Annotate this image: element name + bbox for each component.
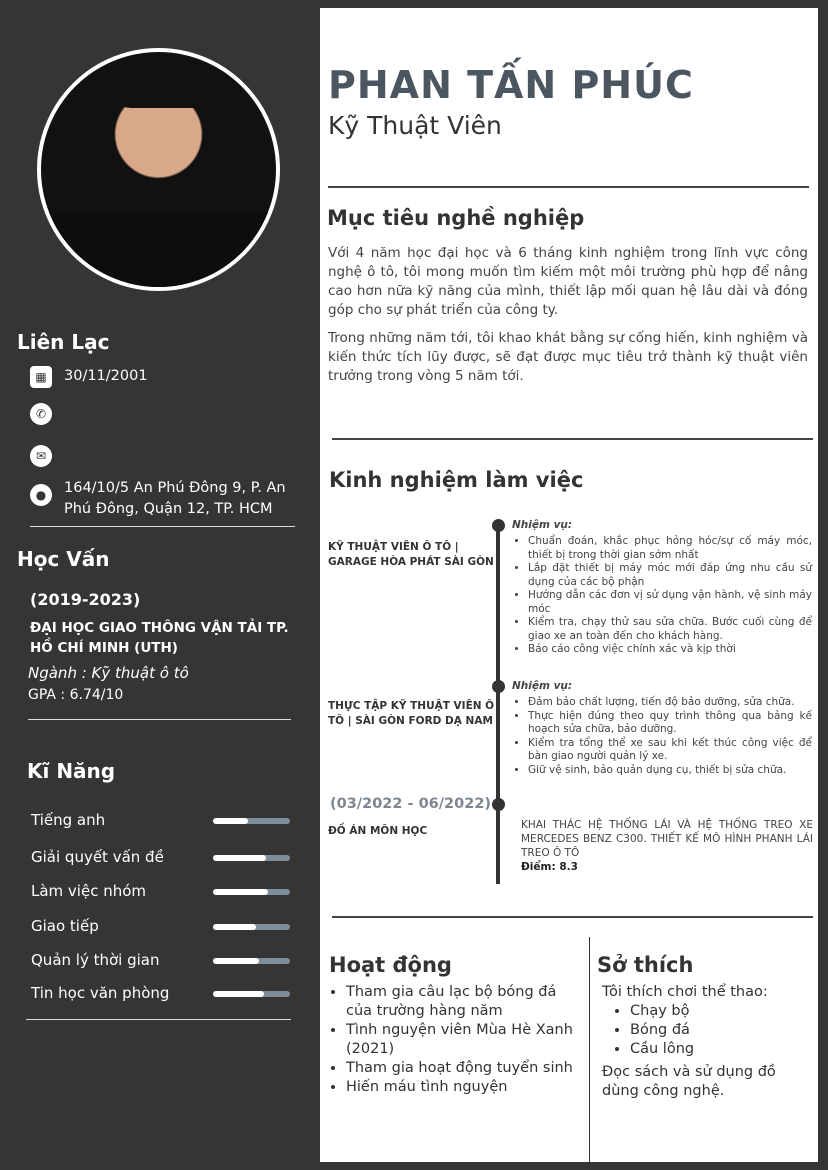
divider xyxy=(328,186,809,188)
project-title: ĐỒ ÁN MÔN HỌC xyxy=(328,825,428,837)
hobby-item: • Chạy bộ xyxy=(630,1002,812,1021)
skill-level-bar xyxy=(213,855,290,861)
sidebar xyxy=(0,0,320,1170)
task-item: • Kiểm tra tổng thể xe sau khi kết thúc công việc để bàn giao người quản lý xe. xyxy=(528,737,812,764)
activities-list xyxy=(328,983,583,1097)
column-divider xyxy=(589,937,590,1162)
tasks-label: Nhiệm vụ: xyxy=(512,519,573,531)
divider xyxy=(30,526,295,527)
skill-label: Giải quyết vấn đề xyxy=(31,848,164,866)
task-item: • Kiểm tra, chạy thử sau sửa chữa. Bước cuối cùng để giao xe an toàn đến cho khách hàng. xyxy=(528,616,812,643)
objective-paragraph-1: Với 4 năm học đại học và 6 tháng kinh nghiệm trong lĩnh vực công nghệ ô tô, tôi mong muốn tìm kiếm một môi trường phù hợp để nâng cao hơn nữa kỹ năng của mình, thiết lập mối quan hệ lâu dài và đóng góp cho sự phát triển của công ty. xyxy=(328,245,808,318)
skill-item xyxy=(31,984,291,1002)
skill-item xyxy=(31,951,291,969)
project-date: (03/2022 - 06/2022) xyxy=(330,796,492,812)
skill-level-bar xyxy=(213,991,290,997)
skill-item xyxy=(31,882,291,900)
hobby-item: • Bóng đá xyxy=(630,1021,812,1040)
job-tasks xyxy=(512,519,812,657)
skill-level-fill xyxy=(213,889,268,895)
main-content xyxy=(320,8,818,1162)
education-heading: Học Vấn xyxy=(17,547,110,571)
education-years: (2019-2023) xyxy=(30,590,141,609)
calendar-icon: ▦ xyxy=(30,366,52,388)
skill-label: Quản lý thời gian xyxy=(31,951,160,969)
activity-item: • Tham gia hoạt động tuyển sinh xyxy=(346,1059,583,1078)
skill-level-fill xyxy=(213,991,264,997)
profile-photo xyxy=(37,48,280,291)
address-text: 164/10/5 An Phú Đông 9, P. An Phú Đông, Quận 12, TP. HCM xyxy=(64,480,286,517)
skills-heading: Kĩ Năng xyxy=(27,759,116,783)
hobbies-list xyxy=(602,1002,812,1059)
skill-item xyxy=(31,917,291,935)
project-description xyxy=(521,818,813,874)
task-item: • Lắp đặt thiết bị máy móc mới đáp ứng nhu cầu sử dụng của các bộ phận xyxy=(528,562,812,589)
project-score: Điểm: 8.3 xyxy=(521,861,578,873)
task-item: • Thực hiện đúng theo quy trình thông qua bảng kế hoạch sửa chữa, bảo dưỡng. xyxy=(528,710,812,737)
divider xyxy=(28,719,291,720)
skill-label: Tin học văn phòng xyxy=(31,984,170,1002)
skill-level-fill xyxy=(213,855,266,861)
divider xyxy=(26,1019,291,1020)
education-major: Ngành : Kỹ thuật ô tô xyxy=(28,664,189,682)
skill-level-bar xyxy=(213,958,290,964)
task-item: • Chuẩn đoán, khắc phục hỏng hóc/sự cố máy móc, thiết bị trong thời gian sớm nhất xyxy=(528,535,812,562)
hobby-item: • Cầu lông xyxy=(630,1040,812,1059)
activity-item: • Hiến máu tình nguyện xyxy=(346,1078,583,1097)
objective-paragraph-2: Trong những năm tới, tôi khao khát bằng sự cống hiến, kinh nghiệm và kiến thức tích lũy được, sẽ đạt được mục tiêu trở thành kỹ thuật viên trưởng trong vòng 5 năm tới. xyxy=(328,330,808,384)
activities-heading: Hoạt động xyxy=(329,953,452,977)
skill-label: Tiếng anh xyxy=(31,811,106,829)
experience-heading: Kinh nghiệm làm việc xyxy=(329,468,584,492)
job-title: THỰC TẬP KỸ THUẬT VIÊN Ô TÔ | SÀI GÒN FORD DẠ NAM xyxy=(328,700,495,727)
task-item: • Đảm bảo chất lượng, tiến độ bảo dưỡng, sửa chữa. xyxy=(528,696,812,710)
hobbies-heading: Sở thích xyxy=(597,953,694,977)
activity-item: • Tham gia câu lạc bộ bóng đá của trường hàng năm xyxy=(346,983,583,1021)
task-item: • Hướng dẫn các đơn vị sử dụng vận hành, vệ sinh máy móc xyxy=(528,589,812,616)
divider xyxy=(332,916,813,918)
skill-level-fill xyxy=(213,924,256,930)
skill-label: Làm việc nhóm xyxy=(31,882,147,900)
task-item: • Báo cáo công việc chính xác và kịp thời xyxy=(528,643,812,657)
birthday-text: 30/11/2001 xyxy=(64,368,148,384)
job-title: KỸ THUẬT VIÊN Ô TÔ | GARAGE HÒA PHÁT SÀI GÒN xyxy=(328,541,494,568)
skill-item xyxy=(31,811,291,829)
objective-heading: Mục tiêu nghề nghiệp xyxy=(327,206,585,230)
skill-level-bar xyxy=(213,818,290,824)
job-tasks xyxy=(512,680,812,777)
education-school: ĐẠI HỌC GIAO THÔNG VẬN TẢI TP. HỒ CHÍ MINH (UTH) xyxy=(30,620,289,656)
education-gpa: GPA : 6.74/10 xyxy=(28,687,124,703)
skill-item xyxy=(31,848,291,866)
hobbies-extra: Đọc sách và sử dụng đồ dùng công nghệ. xyxy=(602,1064,776,1099)
location-pin-icon: ● xyxy=(30,484,52,506)
skill-label: Giao tiếp xyxy=(31,917,99,935)
contact-address xyxy=(30,478,300,520)
full-name: PHAN TẤN PHÚC xyxy=(328,63,694,107)
contact-phone xyxy=(30,403,64,425)
skill-level-bar xyxy=(213,889,290,895)
skill-level-bar xyxy=(213,924,290,930)
timeline-dot xyxy=(492,798,505,811)
hobbies-intro: Tôi thích chơi thể thao: xyxy=(602,984,768,1000)
project-desc-text: KHAI THÁC HỆ THỐNG LÁI VÀ HỆ THỐNG TREO XE MERCEDES BENZ C300. THIẾT KẾ MÔ HÌNH PHANH LÁI TREO Ô TÔ xyxy=(521,819,813,859)
contact-birthday xyxy=(30,366,148,388)
activity-item: • Tình nguyện viên Mùa Hè Xanh (2021) xyxy=(346,1021,583,1059)
hobbies-content xyxy=(602,983,812,1101)
mail-icon: ✉ xyxy=(30,445,52,467)
phone-icon: ✆ xyxy=(30,403,52,425)
contact-email xyxy=(30,445,64,467)
tasks-label: Nhiệm vụ: xyxy=(512,680,573,692)
contact-heading: Liên Lạc xyxy=(17,330,110,354)
job-role: Kỹ Thuật Viên xyxy=(328,111,502,140)
divider xyxy=(332,438,813,440)
timeline-dot xyxy=(492,519,505,532)
task-item: • Giữ vệ sinh, bảo quản dụng cụ, thiết bị sửa chữa. xyxy=(528,764,812,778)
skill-level-fill xyxy=(213,958,259,964)
skill-level-fill xyxy=(213,818,248,824)
timeline-dot xyxy=(492,680,505,693)
